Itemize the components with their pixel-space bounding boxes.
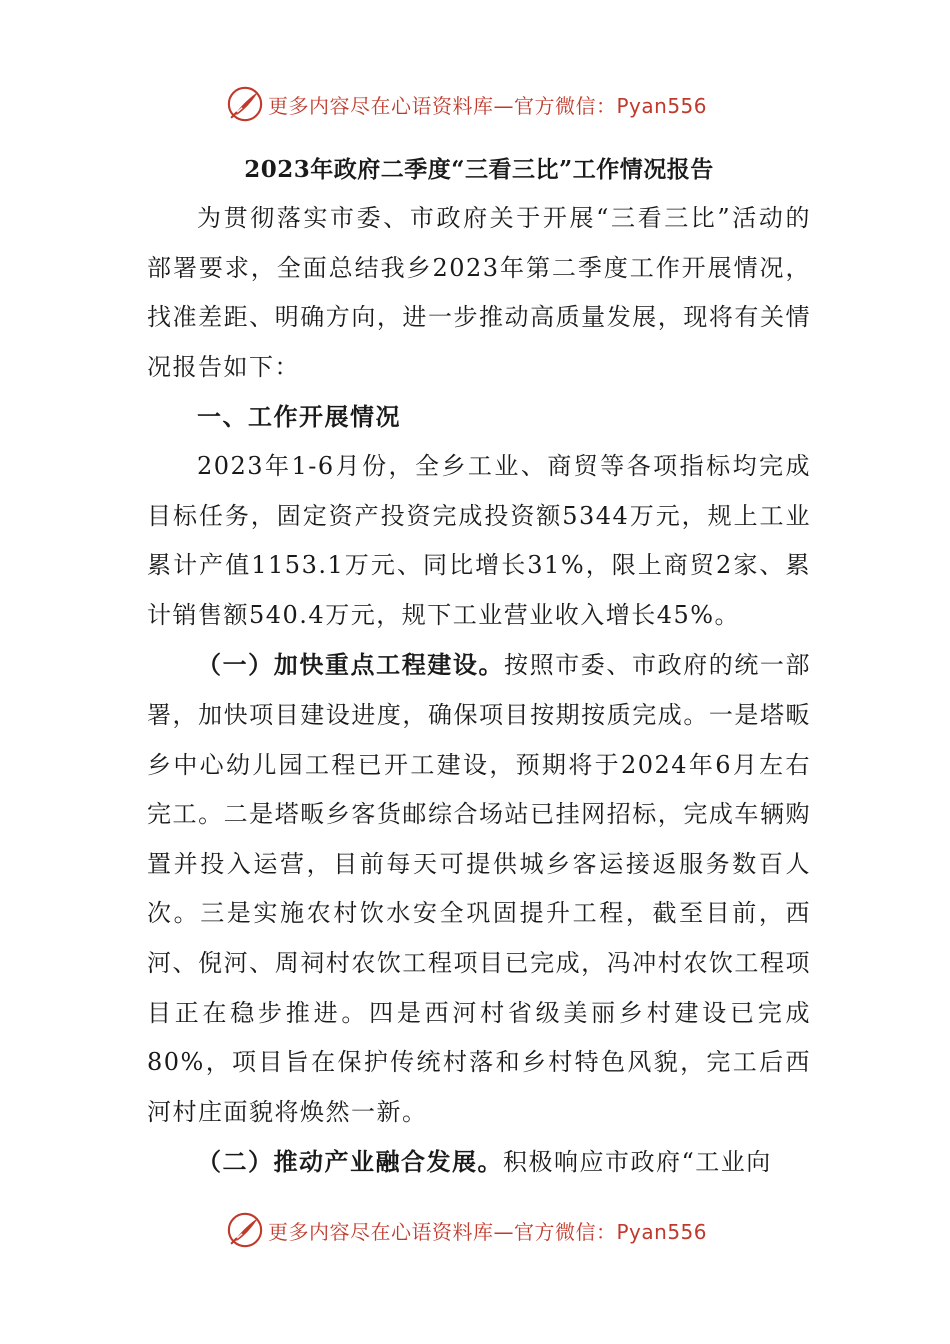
section-paragraph: 2023年1-6月份，全乡工业、商贸等各项指标均完成目标任务，固定资产投资完成投资额5344万元，规上工业累计产值1153.1万元、同比增长31%，限上商贸2家、累计销售额540.4万元，规下工业营业收入增长45%。 <box>147 451 811 629</box>
pen-feather-icon <box>226 1211 264 1249</box>
footer-watermark <box>226 1208 746 1252</box>
item-lead-2: （二）推动产业融合发展。 <box>197 1147 503 1177</box>
document-title: 2023年政府二季度“三看三比”工作情况报告 <box>244 156 714 183</box>
item-body-1: 按照市委、市政府的统一部署，加快项目建设进度，确保项目按期按质完成。一是塔畈乡中心幼儿园工程已开工建设，预期将于2024年6月左右完工。二是塔畈乡客货邮综合场站已挂网招标，完成车辆购置并投入运营，目前每天可提供城乡客运接返服务数百人次。三是实施农村饮水安全巩固提升工程，截至目前，西河、倪河、周祠村农饮工程项目已完成，冯冲村农饮工程项目正在稳步推进。四是西河村省级美丽乡村建设已完成80%，项目旨在保护传统村落和乡村特色风貌，完工后西河村庄面貌将焕然一新。 <box>147 651 812 1126</box>
pen-feather-icon <box>226 85 264 123</box>
watermark-brand: 更多内容尽在心语资料库 <box>268 1219 494 1244</box>
watermark-text <box>268 90 707 119</box>
document-body <box>147 146 811 1188</box>
intro-paragraph: 为贯彻落实市委、市政府关于开展“三看三比”活动的部署要求，全面总结我乡2023年第二季度工作开展情况，找准差距、明确方向，进一步推动高质量发展，现将有关情况报告如下： <box>147 204 811 381</box>
watermark-suffix: —官方微信：Pyan556 <box>493 1219 708 1244</box>
item-body-2: 积极响应市政府“工业向 <box>503 1148 772 1177</box>
watermark-text <box>268 1216 707 1245</box>
item-lead-1: （一）加快重点工程建设。 <box>197 650 505 680</box>
section-heading: 一、工作开展情况 <box>197 402 401 432</box>
watermark-suffix: —官方微信：Pyan556 <box>493 93 708 118</box>
item-paragraph-1 <box>147 640 811 1137</box>
watermark-brand: 更多内容尽在心语资料库 <box>268 93 494 118</box>
header-watermark <box>226 82 746 126</box>
item-paragraph-2 <box>147 1137 811 1188</box>
